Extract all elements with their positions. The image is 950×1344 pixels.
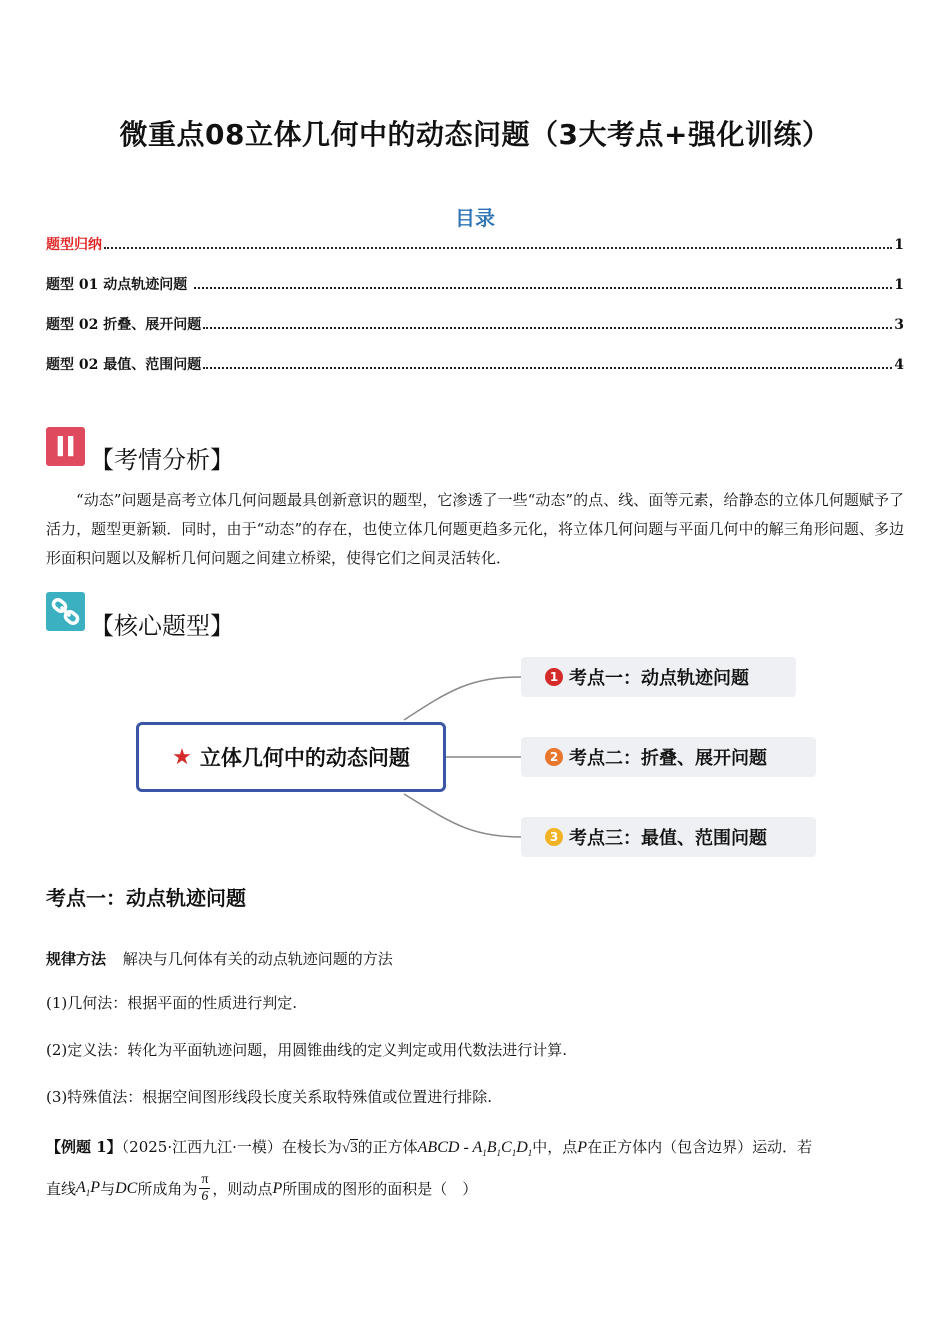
core-title: 【核心题型】 xyxy=(90,612,234,640)
example-line-1 xyxy=(46,1136,904,1158)
number-badge: 1 xyxy=(545,668,563,686)
fraction-denominator: 6 xyxy=(201,1189,209,1204)
math-a: A xyxy=(472,1139,483,1156)
math-p: P xyxy=(272,1179,283,1197)
example-text: 所成角为 xyxy=(137,1180,198,1198)
mindmap-branch-label: 考点二：折叠、展开问题 xyxy=(569,748,767,769)
math-p: P xyxy=(90,1178,101,1196)
math-sub: 1 xyxy=(511,1148,517,1159)
analysis-icon: II xyxy=(46,427,85,466)
toc-leader-dots xyxy=(203,367,892,369)
example-line-2 xyxy=(46,1172,477,1205)
toc-entry-page: 1 xyxy=(894,237,904,253)
toc-leader-dots xyxy=(194,287,892,289)
method-item: (1)几何法：根据平面的性质进行判定. xyxy=(46,994,298,1012)
math-dash: - xyxy=(463,1139,469,1156)
mindmap-branch-2 xyxy=(521,737,816,777)
page-title: 微重点08立体几何中的动态问题（3大考点+强化训练） xyxy=(119,118,831,151)
math-d: D xyxy=(516,1139,528,1156)
toc-entry-page: 3 xyxy=(894,317,904,333)
method-text: 解决与几何体有关的动点轨迹问题的方法 xyxy=(122,950,393,968)
toc-entry-label: 题型 01 动点轨迹问题 xyxy=(46,277,193,293)
method-label: 规律方法 xyxy=(46,950,107,968)
example-text: ，则动点 xyxy=(212,1180,273,1198)
toc-entry[interactable] xyxy=(46,314,904,334)
example-text: 在正方体内（包含边界）运动．若 xyxy=(587,1138,813,1156)
mindmap-root xyxy=(136,722,446,792)
analysis-paragraph: “动态”问题是高考立体几何问题最具创新意识的题型，它渗透了一些“动态”的点、线、面等元素，给静态的立体几何题赋予了活力，题型更新颖．同时，由于“动态”的存在，也使立体几何题更趋多元化，将立体几何问题与平面几何中的解三角形问题、多边形面积问题以及解析几何问题之间建立桥梁，使得它们之间灵活转化． xyxy=(46,491,904,567)
toc-entry[interactable] xyxy=(46,234,904,254)
example-text: 的正方体 xyxy=(357,1138,418,1156)
example-text: 与 xyxy=(100,1180,116,1198)
math-sub: 1 xyxy=(482,1148,487,1159)
math-sub: 1 xyxy=(85,1188,91,1199)
math-abcd: ABCD xyxy=(417,1139,460,1156)
math-a1p xyxy=(76,1179,100,1198)
number-badge: 3 xyxy=(545,828,563,846)
example-label: 【例题 1】 xyxy=(46,1138,122,1156)
toc-entry-label: 题型归纳 xyxy=(46,237,102,253)
toc-entry-page: 4 xyxy=(894,357,904,373)
example-text: 在棱长为 xyxy=(281,1138,342,1156)
mindmap-branch-3 xyxy=(521,817,816,857)
toc-leader-dots xyxy=(203,327,892,329)
mindmap-branch-label: 考点一：动点轨迹问题 xyxy=(569,668,749,689)
math-sub: 1 xyxy=(527,1148,533,1159)
fraction-numerator: π xyxy=(201,1172,209,1187)
example-text: 直线 xyxy=(46,1180,77,1198)
math-dc: DC xyxy=(115,1179,138,1197)
example-source: （2025·江西九江·一模） xyxy=(121,1138,282,1156)
toc-entry-label: 题型 02 最值、范围问题 xyxy=(46,357,202,373)
toc-entry[interactable] xyxy=(46,354,904,374)
mindmap-branch-1 xyxy=(521,657,796,697)
method-item: (3)特殊值法：根据空间图形线段长度关系取特殊值或位置进行排除. xyxy=(46,1088,493,1106)
math-sub: 1 xyxy=(496,1148,502,1159)
toc-leader-dots xyxy=(104,247,892,249)
analysis-title: 【考情分析】 xyxy=(90,446,234,474)
mindmap-root-label: 立体几何中的动态问题 xyxy=(199,746,410,770)
star-icon: ★ xyxy=(172,744,192,770)
toc-entry-page: 1 xyxy=(894,277,904,293)
example-text: 所围成的图形的面积是（ ） xyxy=(282,1180,478,1198)
sqrt-expression: √3 xyxy=(341,1140,358,1156)
method-line xyxy=(46,948,393,969)
math-a: A xyxy=(76,1178,86,1196)
toc-entry-label: 题型 02 折叠、展开问题 xyxy=(46,317,202,333)
link-icon xyxy=(46,592,85,631)
fraction xyxy=(199,1172,210,1205)
math-p: P xyxy=(577,1139,588,1156)
toc-entry[interactable] xyxy=(46,274,904,294)
math-b: B xyxy=(486,1139,497,1156)
math-cube xyxy=(417,1139,533,1159)
sqrt-value: 3 xyxy=(350,1140,358,1156)
toc-heading: 目录 xyxy=(455,206,495,230)
number-badge: 2 xyxy=(545,748,563,766)
example-text: 中，点 xyxy=(532,1138,578,1156)
section-heading: 考点一：动点轨迹问题 xyxy=(46,886,246,910)
method-item: (2)定义法：转化为平面轨迹问题，用圆锥曲线的定义判定或用代数法进行计算. xyxy=(46,1041,568,1059)
math-c: C xyxy=(501,1139,512,1156)
mindmap-branch-label: 考点三：最值、范围问题 xyxy=(569,828,767,849)
